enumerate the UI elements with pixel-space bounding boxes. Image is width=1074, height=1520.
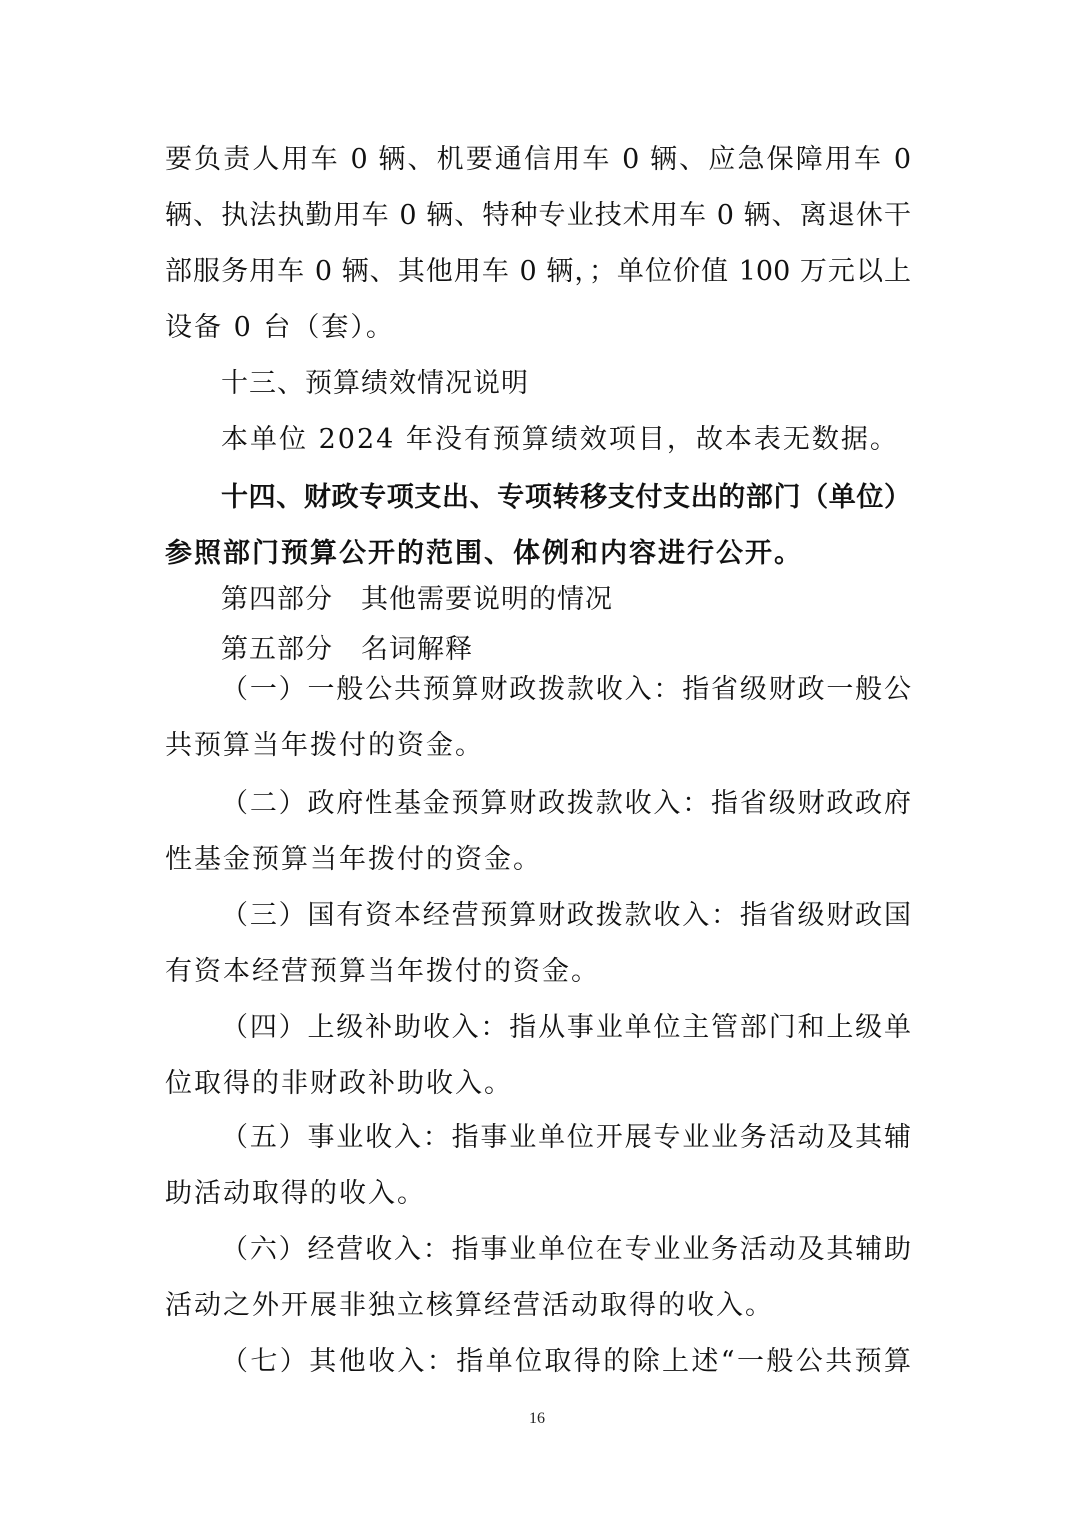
part4-title [165,572,911,628]
section-heading: 十三、预算绩效情况说明 [221,368,529,399]
definition-1 [165,662,911,774]
text-line: （三）国有资本经营预算财政拨款收入：指省级财政国 [221,900,911,931]
text-line: 参照部门预算公开的范围、体例和内容进行公开。 [165,538,803,569]
text-line: （二）政府性基金预算财政拨款收入：指省级财政政府 [221,788,911,819]
definition-5 [165,1110,911,1222]
part-heading: 第五部分 名词解释 [221,634,473,665]
page-number: 16 [529,1410,545,1427]
text-line: 十四、财政专项支出、专项转移支付支出的部门（单位） [221,482,911,513]
definition-7 [165,1334,911,1390]
text-line: （五）事业收入：指事业单位开展专业业务活动及其辅 [221,1122,911,1153]
definition-2 [165,776,911,888]
text-line: （一）一般公共预算财政拨款收入：指省级财政一般公 [221,674,911,705]
definition-4 [165,1000,911,1112]
part-heading: 第四部分 其他需要说明的情况 [221,584,613,615]
section13-title [165,356,911,412]
text-line: 活动之外开展非独立核算经营活动取得的收入。 [165,1290,774,1321]
section14-paragraph [165,470,911,582]
section13-body [165,412,911,468]
text-line: 本单位 2024 年没有预算绩效项目，故本表无数据。 [221,424,899,455]
text-line: 共预算当年拨付的资金。 [165,730,484,761]
text-line: （七）其他收入：指单位取得的除上述“一般公共预算 [221,1346,911,1377]
text-line: （六）经营收入：指事业单位在专业业务活动及其辅助 [221,1234,911,1265]
text-line: （四）上级补助收入：指从事业单位主管部门和上级单 [221,1012,911,1043]
text-line: 有资本经营预算当年拨付的资金。 [165,956,600,987]
text-line: 辆、执法执勤用车 0 辆、特种专业技术用车 0 辆、离退休干 [165,200,911,231]
text-line: 要负责人用车 0 辆、机要通信用车 0 辆、应急保障用车 0 [165,144,911,175]
text-line: 部服务用车 0 辆、其他用车 0 辆，；单位价值 100 万元以上 [165,256,911,287]
vehicles-paragraph [165,132,911,356]
text-line: 性基金预算当年拨付的资金。 [165,844,542,875]
definition-3 [165,888,911,1000]
text-line: 设备 0 台（套）。 [165,312,395,343]
text-line: 助活动取得的收入。 [165,1178,426,1209]
text-line: 位取得的非财政补助收入。 [165,1068,513,1099]
definition-6 [165,1222,911,1334]
